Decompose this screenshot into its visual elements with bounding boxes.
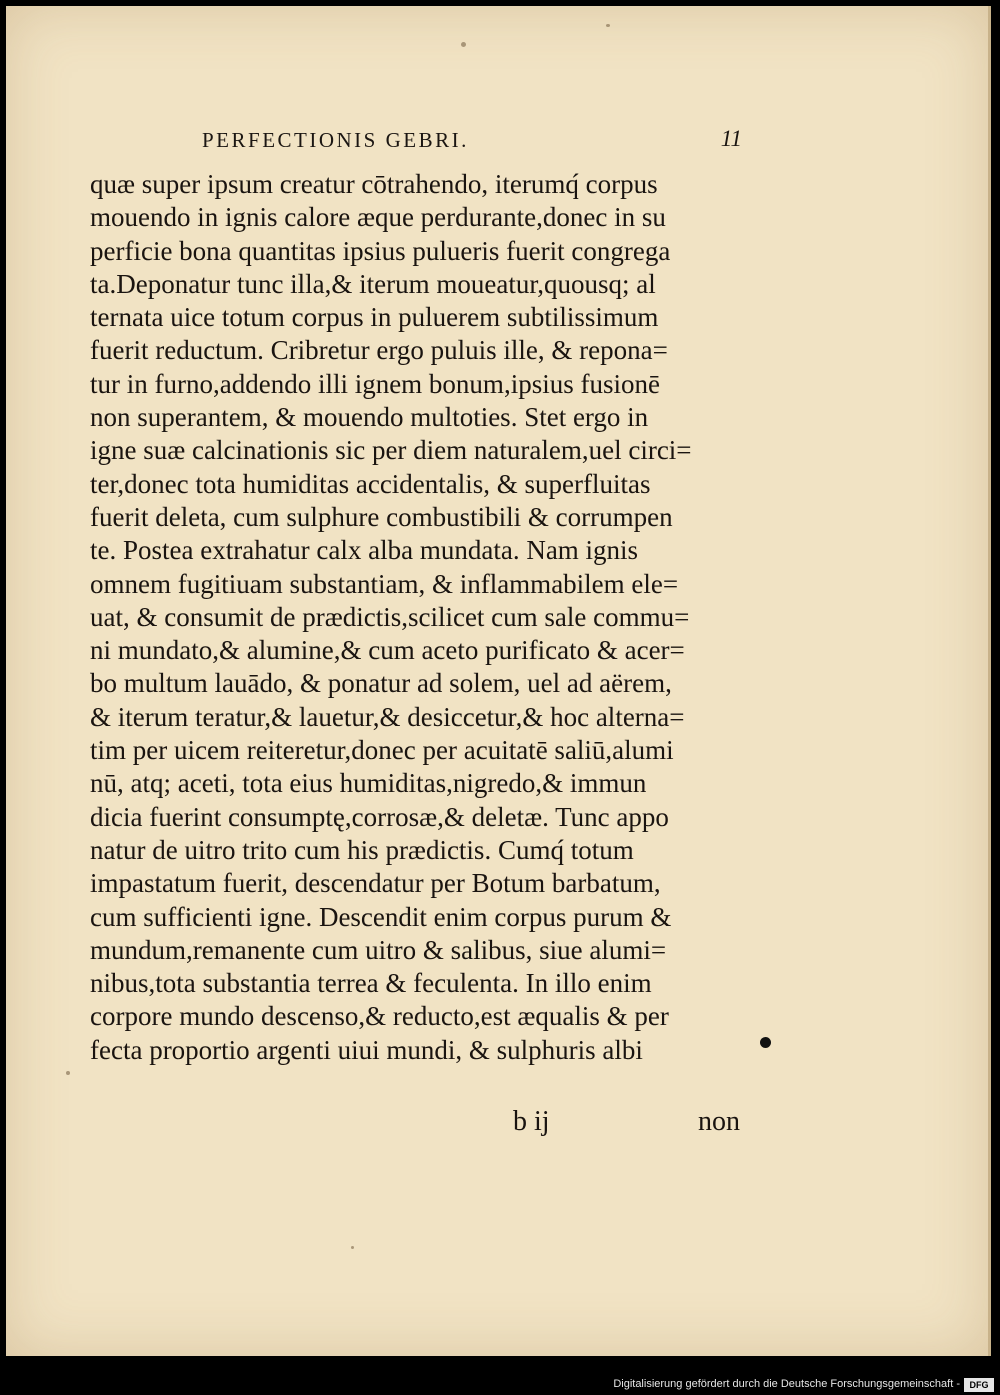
signature-mark: b ij — [513, 1106, 550, 1137]
text-line: fecta proportio argenti uiui mundi, & sulphuris albi — [90, 1034, 643, 1065]
text-line: ta.Deponatur tunc illa,& iterum moueatur,quousq; al — [90, 268, 656, 299]
text-line: quæ super ipsum creatur cōtrahendo, iterumq́ corpus — [90, 169, 658, 199]
dfg-logo: DFG — [964, 1378, 994, 1392]
text-line: tur in furno,addendo illi ignem bonum,ipsius fusionē — [90, 368, 660, 399]
margin-dot-mark — [760, 1037, 771, 1048]
paper-speck — [461, 42, 466, 47]
text-line: nibus,tota substantia terrea & feculenta. In illo enim — [90, 968, 652, 999]
paper-speck — [351, 1246, 354, 1249]
text-line: te. Postea extrahatur calx alba mundata. Nam ignis — [90, 535, 639, 566]
text-line: & iterum teratur,& lauetur,& desiccetur,& hoc alterna= — [90, 701, 685, 732]
footer-credit: Digitalisierung gefördert durch die Deutsche Forschungsgemeinschaft - — [613, 1378, 960, 1390]
text-line: tim per uicem reiteretur,donec per acuitatē saliū,alumi — [90, 735, 674, 766]
footer-bar — [0, 1376, 1000, 1395]
text-line: perficie bona quantitas ipsius pulueris fuerit congrega — [90, 235, 671, 266]
folio-number: 11 — [720, 126, 742, 151]
paper-speck — [606, 24, 610, 27]
running-title: PERFECTIONIS GEBRI. — [202, 128, 469, 152]
text-line: impastatum fuerit, descendatur per Botum barbatum, — [90, 868, 661, 899]
signature-line — [90, 1106, 740, 1140]
paper-speck — [66, 1071, 70, 1075]
text-line: dicia fuerint consumptę,corrosæ,& deletæ. Tunc appo — [90, 801, 669, 832]
text-line: ni mundato,& alumine,& cum aceto purificato & acer= — [90, 635, 685, 666]
text-line: ter,donec tota humiditas accidentalis, & superfluitas — [90, 468, 651, 499]
text-line: cum sufficienti igne. Descendit enim corpus purum & — [90, 901, 672, 932]
text-line: uat, & consumit de prædictis,scilicet cum sale commu= — [90, 601, 690, 632]
text-line: igne suæ calcinationis sic per diem naturalem,uel circi= — [90, 435, 692, 466]
body-text — [90, 168, 770, 1067]
text-line: ternata uice totum corpus in puluerem subtilissimum — [90, 302, 659, 333]
text-line: mouendo in ignis calore æque perdurante,donec in su — [90, 202, 666, 233]
catchword: non — [698, 1106, 740, 1137]
text-line: omnem fugitiuam substantiam, & inflammabilem ele= — [90, 568, 679, 599]
text-line: bo multum lauādo, & ponatur ad solem, uel ad aërem, — [90, 668, 672, 699]
text-line: fuerit deleta, cum sulphure combustibili & corrumpen — [90, 501, 673, 532]
text-line: fuerit reductum. Cribretur ergo puluis ille, & repona= — [90, 335, 668, 366]
page-header — [202, 128, 742, 160]
text-line: natur de uitro trito cum his prædictis. Cumq́ totum — [90, 834, 634, 865]
text-line: corpore mundo descenso,& reducto,est æqualis & per — [90, 1001, 669, 1032]
text-line: nū, atq; aceti, tota eius humiditas,nigredo,& immun — [90, 768, 647, 799]
text-line: mundum,remanente cum uitro & salibus, siue alumi= — [90, 934, 667, 965]
text-line: non superantem, & mouendo multoties. Stet ergo in — [90, 402, 649, 433]
